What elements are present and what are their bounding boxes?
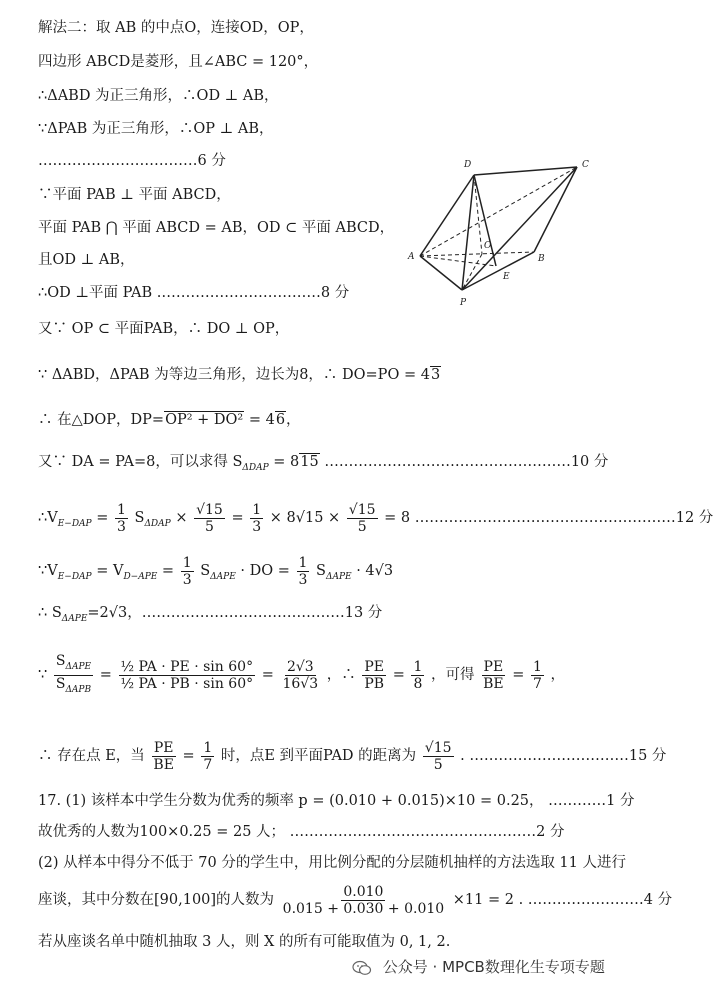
edge-PB xyxy=(462,252,534,290)
label-O: O xyxy=(484,241,492,251)
sqrt-op-do: OP² + DO² xyxy=(165,412,244,428)
frac-s-ratio: $\frac{S_{\Delta APE}}{S_{\Delta APB}}$ xyxy=(55,652,92,695)
frac-pe-pb: $\frac{PE}{PB}$ xyxy=(364,658,385,692)
label-E: E xyxy=(503,272,510,282)
edge-CP xyxy=(462,167,577,290)
frac-1-7-b: $\frac{1}{7}$ xyxy=(203,739,213,773)
line-17: ∵ $\frac{S_{\Delta APE}}{S_{\Delta APB}}$ = $\frac{\text{½ PA · PE · sin 60°}}{\text{½ PA · PB · sin 60°}}$ = $\frac{2√3}{16√3}$ ，∴ $\frac{PE}{PB}$ = $\frac{1}{8}$ ，可得 $\frac{PE}{BE}$ = $\frac{1}{7}$ ， xyxy=(38,640,565,710)
watermark xyxy=(352,956,605,977)
label-C: C xyxy=(582,160,589,170)
line-21: (2) 从样本中得分不低于 70 分的学生中，用比例分配的分层随机抽样的方法选取 11 人进行 xyxy=(38,855,626,871)
line-23: 若从座谈名单中随机抽取 3 人，则 X 的所有可能取值为 0, 1, 2. xyxy=(38,934,451,950)
line-11: ∵ ΔABD，ΔPAB 为等边三角形，边长为8，∴ DO=PO = 43 xyxy=(38,367,441,383)
sqrt-3: 3 xyxy=(430,367,441,383)
frac-one-third-d: $\frac{1}{3}$ xyxy=(298,554,308,588)
line-19: 17. (1) 该样本中学生分数为优秀的频率 p = (0.010 + 0.015)×10 = 0.25， …………1 分 xyxy=(38,793,635,809)
frac-area-formula: $\frac{\text{½ PA · PE · sin 60°}}{\text{½ PA · PB · sin 60°}}$ xyxy=(120,658,254,692)
label-D: D xyxy=(464,160,472,170)
line-7: 平面 PAB ⋂ 平面 ABCD = AB，OD ⊂ 平面 ABCD， xyxy=(38,220,395,236)
frac-sqrt15-5: $\frac{√15}{5}$ xyxy=(196,501,223,535)
line-10: 又∵ OP ⊂ 平面PAB，∴ DO ⊥ OP， xyxy=(38,321,290,337)
label-A: A xyxy=(408,252,415,262)
sqrt-6: 6 xyxy=(275,412,286,428)
line-15: $\because V_{E-DAP} = V_{D-APE}$ = $\frac{1}{3}$ $S_{\Delta APE}$ · DO = $\frac{1}{3}$ $S_{\Delta APE} \cdot 4√3$ xyxy=(38,554,394,588)
label-B: B xyxy=(538,254,545,264)
frac-sqrt15-5-b: $\frac{√15}{5}$ xyxy=(348,501,376,535)
line-12: ∴ 在△DOP，DP=OP² + DO² = 46， xyxy=(38,412,301,428)
edge-DP xyxy=(462,175,474,290)
line-13: 又∵ DA = PA=8，可以求得 $S_{\Delta DAP} = 815$ ……………………………………………10 分 xyxy=(38,454,609,473)
frac-probability: $\frac{0.010}{0.015 + 0.030 + 0.010}$ xyxy=(282,883,445,917)
edge-DA xyxy=(420,175,474,256)
edge-DE xyxy=(474,175,496,266)
frac-pe-be-b: $\frac{PE}{BE}$ xyxy=(153,739,174,773)
line-16: ∴ $S_{\Delta APE}=2√3$，……………………………………13 分 xyxy=(38,605,383,624)
edge-AC xyxy=(420,167,577,256)
frac-2sqrt3-16sqrt3: $\frac{2√3}{16√3}$ xyxy=(282,658,319,692)
edge-DC xyxy=(474,167,577,175)
edge-AB xyxy=(420,252,534,256)
frac-one-third-c: $\frac{1}{3}$ xyxy=(182,554,192,588)
frac-one-third: $\frac{1}{3}$ xyxy=(116,501,126,535)
line-6: ∵平面 PAB ⊥ 平面 ABCD， xyxy=(38,187,231,203)
frac-sqrt15-5-c: $\frac{√15}{5}$ xyxy=(424,739,452,773)
label-P: P xyxy=(460,298,467,308)
frac-one-third-b: $\frac{1}{3}$ xyxy=(252,501,262,535)
line-2: 四边形 ABCD是菱形，且∠ABC = 120°， xyxy=(38,54,319,70)
line-22: 座谈，其中分数在[90,100]的人数为 $\frac{0.010}{0.015 + 0.030 + 0.010}$ ×11 = 2 . ……………………4 分 xyxy=(38,883,673,917)
line-5: ……………………………6 分 xyxy=(38,153,226,169)
watermark-text: 公众号 · MPCB数理化生专项专题 xyxy=(382,958,605,976)
pyramid-diagram xyxy=(400,155,600,315)
frac-1-7: $\frac{1}{7}$ xyxy=(532,658,542,692)
line-4: ∵ΔPAB 为正三角形，∴OP ⊥ AB， xyxy=(38,121,274,137)
line-14: $\therefore V_{E-DAP}$ = $\frac{1}{3}$ $S_{\Delta DAP}$ × $\frac{√15}{5}$ = $\frac{1}{3}$ × 8√15 × $\frac{√15}{5}$ = 8 ………………………………………………12 分 xyxy=(38,501,713,535)
wechat-icon xyxy=(352,960,372,976)
line-8: 且OD ⊥ AB， xyxy=(38,252,135,268)
line-1: 解法二：取 AB 的中点O，连接OD，OP， xyxy=(38,20,314,36)
line-9: ∴OD ⊥平面 PAB .……………………………8 分 xyxy=(38,285,350,301)
edge-DO xyxy=(474,175,482,254)
frac-1-8: $\frac{1}{8}$ xyxy=(413,658,423,692)
sqrt-15: 15 xyxy=(300,454,319,470)
line-3: ∴ΔABD 为正三角形，∴OD ⊥ AB， xyxy=(38,88,279,104)
frac-pe-be: $\frac{PE}{BE}$ xyxy=(483,658,504,692)
line-20: 故优秀的人数为100×0.25 = 25 人； ……………………………………………2 分 xyxy=(38,824,565,840)
line-18: ∴ 存在点 E，当 $\frac{PE}{BE}$ = $\frac{1}{7}$ 时，点E 到平面PAD 的距离为 $\frac{√15}{5}$ . ……………………………15 分 xyxy=(38,739,667,773)
